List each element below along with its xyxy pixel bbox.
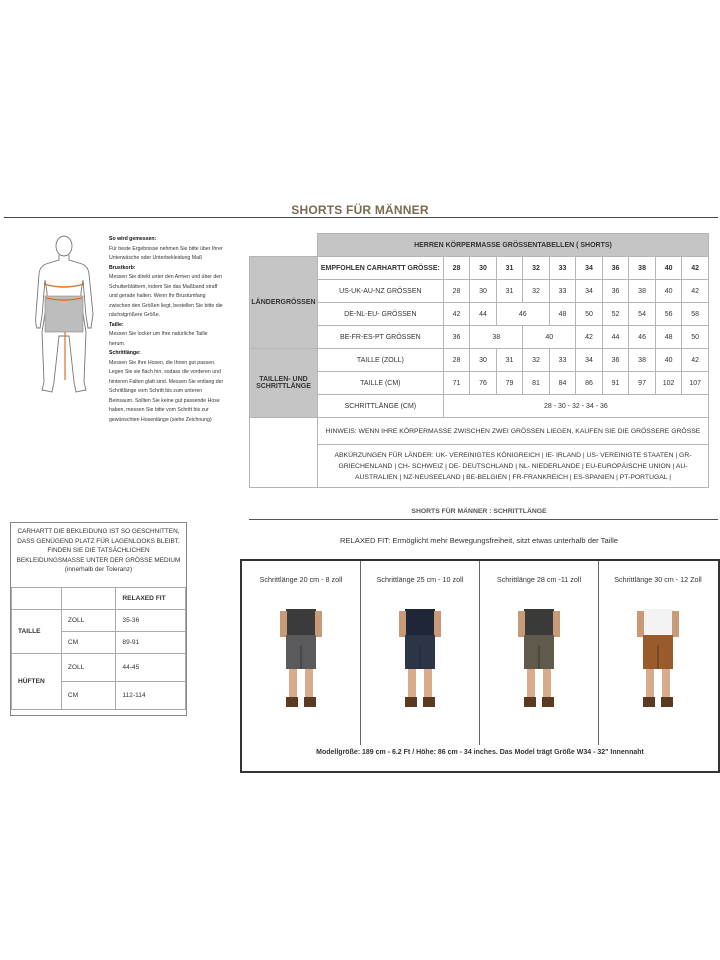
fit-intro: CARHARTT DIE BEKLEIDUNG IST SO GESCHNITTEN, DASS GENÜGEND PLATZ FÜR LAGENLOOKS BLEIBT. FINDEN SIE DIE TATSÄCHLICHEN BEKLEIDUNGSMASSE UNTER DER GRÖSSE MEDIUM [16, 528, 181, 564]
fit-waist-cm: 89-91 [116, 632, 186, 654]
table-cell: 40 [523, 326, 576, 349]
table-cell: 28 [443, 280, 470, 303]
table-cell: 42 [443, 303, 470, 326]
inseam-section-title: SHORTS FÜR MÄNNER : SCHRITTLÄNGE [411, 508, 547, 515]
de-size-label: DE-NL-EU- GRÖSSEN [317, 303, 443, 326]
table-cell: 97 [629, 372, 656, 395]
table-cell: 31 [496, 280, 523, 303]
recommended-label: EMPFOHLEN CARHARTT GRÖSSE: [317, 257, 443, 280]
table-cell: 30 [470, 280, 497, 303]
inseam-value: 28 - 30 - 32 - 34 - 36 [443, 395, 708, 418]
waist-cm-label: TAILLE (CM) [317, 372, 443, 395]
fit-unit-cm: CM [61, 632, 116, 654]
table-cell: 52 [602, 303, 629, 326]
relaxed-fit-label: RELAXED FIT: [339, 536, 391, 545]
guide-chest-label: Brustkorb: [109, 264, 136, 271]
table-cell: 36 [602, 349, 629, 372]
model-figure-icon [633, 609, 683, 729]
table-cell: 31 [496, 349, 523, 372]
table-cell: 36 [443, 326, 470, 349]
model-caption: Schrittlänge 25 cm - 10 zoll [376, 575, 464, 584]
table-cell: 56 [655, 303, 682, 326]
model-column [361, 561, 479, 745]
table-cell: 42 [682, 349, 709, 372]
table-cell: 44 [470, 303, 497, 326]
table-cell: 50 [576, 303, 603, 326]
be-size-label: BE-FR-ES-PT GRÖSSEN [317, 326, 443, 349]
table-cell: 34 [576, 349, 603, 372]
body-measurement-figure-icon [28, 232, 100, 397]
table-cell: 36 [602, 280, 629, 303]
us-size-label: US-UK-AU-NZ GRÖSSEN [317, 280, 443, 303]
page-title: SHORTS FÜR MÄNNER [291, 203, 429, 217]
model-figure-icon [276, 609, 326, 729]
table-cell: 86 [576, 372, 603, 395]
table-cell: 32 [523, 349, 550, 372]
fit-unit-inch: ZOLL [61, 654, 116, 682]
table-cell: 42 [682, 280, 709, 303]
group-label-waist-inseam: TAILLEN- UND SCHRITTLÄNGE [250, 349, 318, 418]
size-note: HINWEIS: WENN IHRE KÖRPERMASSE ZWISCHEN ZWEI GRÖSSEN LIEGEN, KAUFEN SIE DIE GRÖSSERE GRÖSSE [317, 418, 708, 445]
fit-waist-label: TAILLE [12, 610, 62, 654]
table-cell: 34 [576, 280, 603, 303]
table-cell: 102 [655, 372, 682, 395]
table-cell: 50 [682, 326, 709, 349]
guide-waist-label: Taille: [109, 321, 124, 328]
table-cell: 32 [523, 257, 550, 280]
table-cell: 38 [629, 257, 656, 280]
table-cell: 36 [602, 257, 629, 280]
table-cell: 79 [496, 372, 523, 395]
measuring-guide [109, 235, 225, 425]
table-cell: 33 [549, 257, 576, 280]
model-column [480, 561, 598, 745]
table-cell: 42 [682, 257, 709, 280]
model-size-note: Modellgröße: 189 cm - 6.2 Ft / Höhe: 86 cm - 34 inches. Das Model trägt Größe W34 - 32" Innennaht [316, 749, 644, 756]
table-cell: 40 [655, 257, 682, 280]
table-cell: 38 [470, 326, 523, 349]
table-cell: 44 [602, 326, 629, 349]
title-divider [4, 217, 718, 218]
table-cell: 48 [655, 326, 682, 349]
fit-unit-cm: CM [61, 682, 116, 710]
model-column [242, 561, 360, 745]
table-cell: 33 [549, 280, 576, 303]
guide-inseam-label: Schrittlänge: [109, 350, 141, 356]
table-cell: 91 [602, 372, 629, 395]
relaxed-fit-box [10, 522, 187, 716]
model-caption: Schrittlänge 28 cm -11 zoll [496, 575, 582, 584]
model-caption: Schrittlänge 30 cm - 12 Zoll [614, 575, 702, 584]
guide-heading: So wird gemessen: [109, 236, 157, 242]
table-cell: 42 [576, 326, 603, 349]
table-cell: 30 [470, 257, 497, 280]
table-cell: 84 [549, 372, 576, 395]
guide-intro: Für beste Ergebnisse nehmen Sie bitte über Ihrer Unterwäsche oder Unterbekleidung Maß [109, 245, 223, 261]
relaxed-fit-table [11, 587, 186, 710]
model-figure-icon [514, 609, 564, 729]
relaxed-fit-description [249, 536, 709, 545]
table-cell: 40 [655, 349, 682, 372]
table-cell: 71 [443, 372, 470, 395]
model-photos-box [240, 559, 720, 773]
guide-waist-text: Messen Sie locker um Ihre natürliche Taille herum. [109, 331, 208, 347]
table-cell: 48 [549, 303, 576, 326]
fit-unit-inch: ZOLL [61, 610, 116, 632]
table-cell: 34 [576, 257, 603, 280]
table-cell: 33 [549, 349, 576, 372]
group-label-countries: LÄNDERGRÖSSEN [250, 257, 318, 349]
table-cell: 38 [629, 349, 656, 372]
table-cell: 31 [496, 257, 523, 280]
fit-hips-cm: 112-114 [116, 682, 186, 710]
table-cell: 28 [443, 257, 470, 280]
waist-inch-label: TAILLE (ZOLL) [317, 349, 443, 372]
inseam-section-divider [249, 519, 718, 520]
size-chart-header: HERREN KÖRPERMASSE GRÖSSENTABELLEN ( SHORTS) [317, 234, 708, 257]
table-cell: 58 [682, 303, 709, 326]
country-abbreviations: ABKÜRZUNGEN FÜR LÄNDER: UK- VEREINIGTES KÖNIGREICH | IE- IRLAND | US- VEREINIGTE STAATEN | GR- GRIECHENLAND | CH- SCHWEIZ | DE- DEUTSCHLAND | NL- NIEDERLANDE | EU-EUROPÄISCHE UNION | AU-AUSTRALIEN | NZ-NEUSEELAND | BE-BELGIEN | FR-FRANKREICH | ES-SPANIEN | PT-PORTUGAL | [317, 445, 708, 488]
fit-waist-inch: 35-36 [116, 610, 186, 632]
table-cell: 46 [496, 303, 549, 326]
table-cell: 107 [682, 372, 709, 395]
guide-chest-text: Messen Sie direkt unter den Armen und über den Schulterblättern, indem Sie das Maßband straff und gerade halten. Wenn Ihr Brustumfang zwischen den Größen liegt, bestellen Sie bitte die nächstgrößere Größe. [109, 274, 223, 318]
size-chart-table [249, 233, 709, 488]
model-caption: Schrittlänge 20 cm - 8 zoll [259, 575, 343, 584]
inseam-label: SCHRITTLÄNGE (CM) [317, 395, 443, 418]
table-cell: 28 [443, 349, 470, 372]
fit-hips-label: HÜFTEN [12, 654, 62, 710]
guide-inseam-text: Messen Sie Ihre Hosen, die Ihnen gut passen. Legen Sie sie flach hin, sodass die vorderen und hinteren Falten glatt sind. Messen Sie entlang der Schrittlänge vom Schritt bis zum unteren Beinsaum. Sollten Sie keine gut passende Hose haben, messen Sie bitte vom Schritt bis zur gewünschten Hosenlänge (siehe Zeichnung) [109, 359, 224, 423]
model-column [599, 561, 717, 745]
table-cell: 54 [629, 303, 656, 326]
fit-hips-inch: 44-45 [116, 654, 186, 682]
table-cell: 76 [470, 372, 497, 395]
model-figure-icon [395, 609, 445, 729]
table-cell: 30 [470, 349, 497, 372]
relaxed-fit-text: Ermöglicht mehr Bewegungsfreiheit, sitzt etwas unterhalb der Taille [390, 536, 618, 545]
table-cell: 46 [629, 326, 656, 349]
fit-intro-tolerance: (innerhalb der Toleranz) [64, 566, 133, 573]
table-cell: 38 [629, 280, 656, 303]
table-cell: 81 [523, 372, 550, 395]
table-cell: 32 [523, 280, 550, 303]
fit-col-header: RELAXED FIT [116, 588, 186, 610]
table-cell: 40 [655, 280, 682, 303]
